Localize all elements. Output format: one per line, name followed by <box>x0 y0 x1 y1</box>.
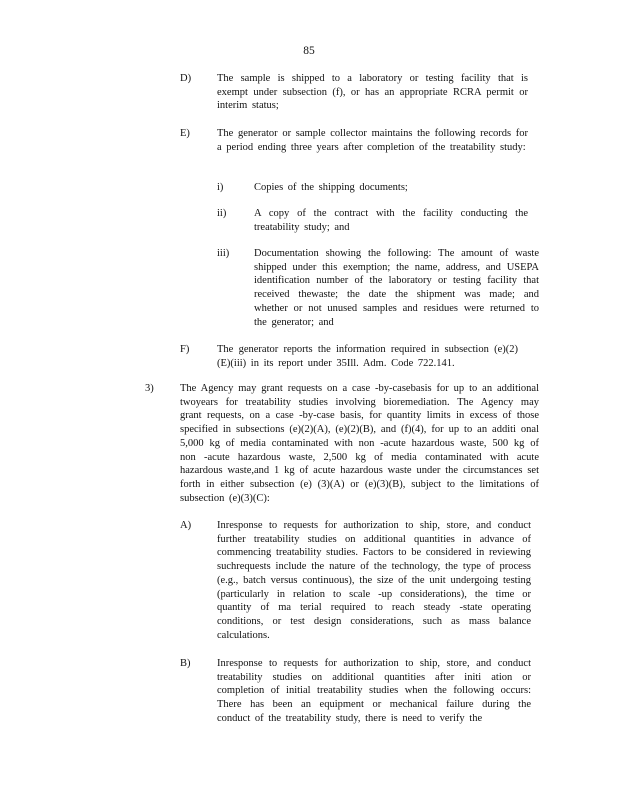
paragraph-f-marker: F) <box>180 344 190 355</box>
paragraph-e-marker: E) <box>180 128 190 139</box>
paragraph-3-text: The Agency may grant requests on a case -by-casebasis for up to an additional twoyears for treatability studies involving bioremediation. The Agency may grant requests, on a case -by-case basis, for quantity limits in excess of those specified in subsections (e)(2)(A), (e)(2)(B), and (f)(4), for up to an additi onal 5,000 kg of media contaminated with non -acute hazardous waste, 500 kg of non -acute hazardous waste, 2,500 kg of media contaminated with acute hazardous waste,and 1 kg of acute hazardous waste under the circumstances set forth in either subsection (e) (3)(A) or (e)(3)(B), subject to the limitations of subsection (e)(3)(C): <box>180 383 539 504</box>
paragraph-e-iii-text: Documentation showing the following: The amount of waste shipped under this exemption; the name, address, and USEPA identification number of the laboratory or testing facility that received thewaste; the date the shipment was made; and whether or not unused samples and residues were returned to the generator; and <box>254 248 539 328</box>
paragraph-d-text: The sample is shipped to a laboratory or testing facility that is exempt under subsection (f), or has an appropriate RCRA permit or interim status; <box>217 73 528 112</box>
paragraph-d-marker: D) <box>180 73 192 84</box>
paragraph-e-i-text: Copies of the shipping documents; <box>254 182 408 193</box>
paragraph-3-marker: 3) <box>145 383 154 394</box>
paragraph-e-text: The generator or sample collector maintains the following records for a period ending three years after completion of the treatability study: <box>217 128 528 153</box>
paragraph-e-ii-text: A copy of the contract with the facility conducting the treatability study; and <box>254 208 528 233</box>
paragraph-3-b-text: Inresponse to requests for authorization to ship, store, and conduct treatability studies on additional quantities after initi ation or completion of initial treatability studies when the following occurs: There has been an equipment or mechanical failure during the conduct of the treatability study, there is need to verify the <box>217 658 531 724</box>
paragraph-e-ii-marker: ii) <box>217 208 227 219</box>
paragraph-3-a-text: Inresponse to requests for authorization to ship, store, and conduct further treatability studies on additional quantities in advance of commencing treatability studies. Factors to be considered in reviewing suchrequests include the nature of the technology, the type of process (e.g., batch versus continuous), the size of the unit undergoing testing (particularly in relation to scale -up considerations), the time or quantity of ma terial required to reach steady -state operating conditions, or test design considerations, such as mass balance calculations. <box>217 520 531 641</box>
paragraph-3-b-marker: B) <box>180 658 191 669</box>
paragraph-e-i-marker: i) <box>217 182 224 193</box>
paragraph-3-a-marker: A) <box>180 520 192 531</box>
paragraph-e-iii-marker: iii) <box>217 248 230 259</box>
paragraph-f-text: The generator reports the information required in subsection (e)(2)(E)(iii) in its report under 35Ill. Adm. Code 722.141. <box>217 344 518 369</box>
page-number: 85 <box>303 45 315 57</box>
